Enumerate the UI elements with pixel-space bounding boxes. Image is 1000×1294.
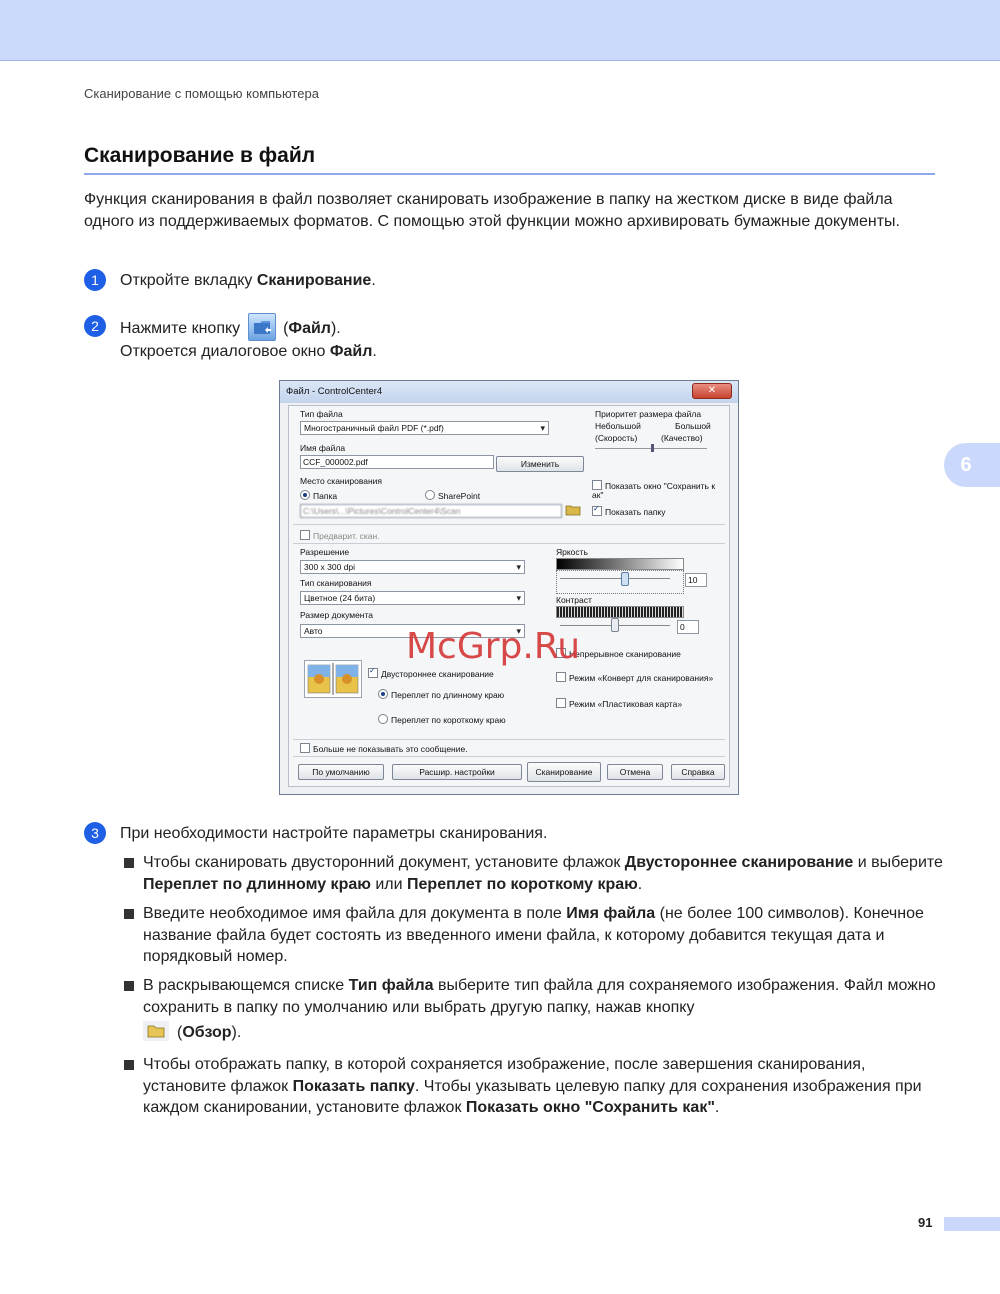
text-part: . Чтобы указывать целевую папку для сохранения изображения при каждом сканировании, установите флажок (143, 1077, 922, 1116)
resolution-select[interactable]: 300 x 300 dpi ▾ (300, 560, 525, 574)
step-number: 2 (84, 315, 106, 337)
checkbox-label: Режим «Пластиковая карта» (569, 699, 683, 709)
header-band (0, 0, 1000, 61)
checkbox-label: Двустороннее сканирование (381, 669, 494, 679)
bullet-text (143, 975, 943, 1018)
checkbox-box (300, 530, 310, 540)
radio-sharepoint-dot (425, 490, 435, 500)
file-scan-icon (248, 313, 276, 341)
default-button[interactable]: По умолчанию (298, 764, 384, 780)
text-part: . (637, 875, 643, 893)
bullet-marker (124, 981, 134, 991)
radio-short-edge[interactable] (378, 714, 506, 725)
radio-dot (378, 689, 388, 699)
brightness-gradient (556, 558, 684, 570)
text-part: . (714, 1099, 720, 1116)
text-bold: Тип файла (348, 977, 434, 994)
text-part: выберите тип файла для сохраняемого изображения. Файл можно сохранить в папку по умолчанию или выбрать другую папку, нажав кнопку (143, 977, 936, 1016)
step-text-part: ( (278, 320, 289, 338)
checkbox-label: Режим «Конверт для сканирования» (569, 673, 714, 683)
radio-label: Переплет по длинному краю (391, 690, 505, 700)
page-title: Сканирование в файл (84, 144, 316, 167)
text-bold: Переплет по длинному краю (143, 875, 371, 893)
page-number-bar (944, 1217, 1000, 1231)
text-bold: Двустороннее сканирование (624, 854, 854, 871)
step-text-part: Нажмите кнопку (120, 320, 241, 338)
doc-size-label: Размер документа (300, 610, 374, 620)
help-button[interactable]: Справка (671, 764, 725, 780)
checkbox-box (592, 480, 602, 490)
file-type-label: Тип файла (300, 409, 343, 419)
chapter-number: 6 (960, 454, 972, 476)
doc-size-select[interactable]: Авто ▾ (300, 624, 525, 638)
resolution-label: Разрешение (300, 547, 350, 557)
contrast-label: Контраст (556, 595, 592, 605)
contrast-thumb[interactable] (611, 618, 619, 632)
brightness-track (560, 578, 670, 579)
divider (293, 739, 725, 740)
browse-folder-icon (143, 1021, 169, 1041)
text-part: и выберите (853, 854, 943, 871)
text-part: ). (231, 1024, 242, 1041)
divider (293, 524, 725, 525)
small-label: Небольшой (595, 421, 641, 431)
text-part: ( (177, 1024, 183, 1041)
dialog-body (288, 405, 730, 787)
radio-folder-label: Папка (313, 491, 338, 501)
file-name-label: Имя файла (300, 443, 346, 453)
step-text-part: . (371, 272, 376, 289)
brightness-thumb[interactable] (621, 572, 629, 586)
dont-show-checkbox[interactable] (300, 743, 468, 754)
plastic-card-checkbox[interactable] (556, 698, 682, 709)
step-text (120, 315, 341, 343)
brightness-value[interactable]: 10 (685, 573, 707, 587)
text-bold: Переплет по короткому краю (407, 875, 638, 893)
chapter-tab (944, 443, 1000, 487)
step-text-part: ). (330, 320, 341, 338)
step-text-part: Откроется диалоговое окно (120, 343, 330, 360)
scan-location-label: Место сканирования (300, 476, 383, 486)
radio-folder[interactable] (300, 490, 337, 501)
priority-label: Приоритет размера файла (595, 409, 702, 419)
bullet-marker (124, 1060, 134, 1070)
text-bold: Показать окно "Сохранить как" (465, 1099, 715, 1116)
show-folder-checkbox[interactable] (592, 506, 666, 517)
radio-label: Переплет по короткому краю (391, 715, 506, 725)
preview-checkbox[interactable] (300, 530, 380, 541)
checkbox-label: Показать окно "Сохранить к ак" (592, 481, 716, 500)
change-button[interactable]: Изменить (496, 456, 584, 472)
watermark: McGrp.Ru (406, 626, 581, 667)
step-text-part: Откройте вкладку (120, 272, 257, 289)
text-part: Введите необходимое имя файла для документа в поле (143, 905, 567, 922)
checkbox-box (556, 698, 566, 708)
contrast-pattern (556, 606, 684, 618)
breadcrumb: Сканирование с помощью компьютера (84, 86, 319, 101)
page-number: 91 (918, 1215, 933, 1230)
show-save-as-checkbox[interactable] (592, 480, 724, 500)
text-part: или (370, 875, 408, 893)
scan-button[interactable]: Сканирование (527, 762, 601, 782)
checkbox-box (300, 743, 310, 753)
step-text-part: . (372, 343, 377, 360)
step-text-bold: Файл (329, 343, 373, 360)
step-text-line2 (120, 340, 377, 363)
scan-type-select[interactable]: Цветное (24 бита) ▾ (300, 591, 525, 605)
bullet-marker (124, 909, 134, 919)
close-button[interactable]: ✕ (692, 383, 732, 399)
brightness-slider[interactable] (556, 570, 684, 594)
speed-label: (Скорость) (595, 433, 638, 443)
radio-dot (378, 714, 388, 724)
file-type-select[interactable]: Многостраничный файл PDF (*.pdf) ▾ (300, 421, 549, 435)
radio-long-edge[interactable] (378, 689, 504, 700)
step-text-bold: Сканирование (256, 272, 372, 289)
brightness-label: Яркость (556, 547, 588, 557)
radio-folder-dot (300, 490, 310, 500)
text-bold: Обзор (182, 1024, 232, 1041)
radio-sharepoint[interactable] (425, 490, 480, 501)
step-text-bold: Файл (288, 320, 331, 338)
checkbox-label: Показать папку (605, 507, 666, 517)
checkbox-box (592, 506, 602, 516)
intro-paragraph: Функция сканирования в файл позволяет сканировать изображение в папку на жестком диске в виде файла одного из поддерживаемых форматов. С помощью этой функции можно архивировать бумажные документы. (84, 191, 900, 230)
quality-label: (Качество) (661, 433, 703, 443)
checkbox-box (368, 668, 378, 678)
cancel-button[interactable]: Отмена (607, 764, 663, 780)
scan-type-label: Тип сканирования (300, 578, 372, 588)
checkbox-box (556, 672, 566, 682)
text-part: Чтобы сканировать двусторонний документ, установите флажок (143, 854, 625, 871)
file-name-input[interactable]: CCF_000002.pdf (300, 455, 494, 469)
bullet-text (143, 903, 943, 968)
large-label: Большой (675, 421, 711, 431)
text-bold: Показать папку (292, 1077, 415, 1095)
text-bold: Имя файла (566, 905, 656, 922)
dialog-title: Файл - ControlCenter4 (280, 381, 738, 403)
checkbox-label: Больше не показывать это сообщение. (313, 744, 468, 754)
step-text: При необходимости настройте параметры сканирования. (120, 825, 548, 842)
contrast-value[interactable]: 0 (677, 620, 699, 634)
step-number: 3 (84, 822, 106, 844)
text-part: (не более 100 символов). Конечное название файла будет состоять из введенного имени файла, к которому добавится текущая дата и порядковый номер. (143, 905, 924, 965)
priority-slider-thumb[interactable] (651, 444, 654, 452)
carrier-sheet-checkbox[interactable] (556, 672, 713, 683)
bullet-text (143, 852, 943, 895)
text-part: В раскрывающемся списке (143, 977, 349, 994)
bullet-text-line (143, 1022, 943, 1044)
path-input[interactable]: C:\Users\...\Pictures\ControlCenter4\Scan (300, 504, 562, 518)
file-dialog (279, 380, 739, 795)
advanced-settings-button[interactable]: Расшир. настройки (392, 764, 522, 780)
title-divider (84, 173, 935, 175)
step-text (120, 269, 376, 292)
duplex-pages-icon (304, 660, 362, 698)
divider (293, 756, 725, 757)
radio-sharepoint-label: SharePoint (438, 491, 481, 501)
step-number: 1 (84, 269, 106, 291)
browse-folder-icon[interactable] (565, 504, 581, 518)
duplex-checkbox[interactable] (368, 668, 494, 679)
checkbox-label: Непрерывное сканирование (569, 649, 681, 659)
divider (293, 543, 725, 544)
checkbox-label: Предварит. скан. (313, 531, 380, 541)
bullet-marker (124, 858, 134, 868)
text-part: Чтобы отображать папку, в которой сохраняется изображение, после завершения сканирования, установите флажок (143, 1056, 866, 1095)
bullet-text (143, 1054, 943, 1119)
